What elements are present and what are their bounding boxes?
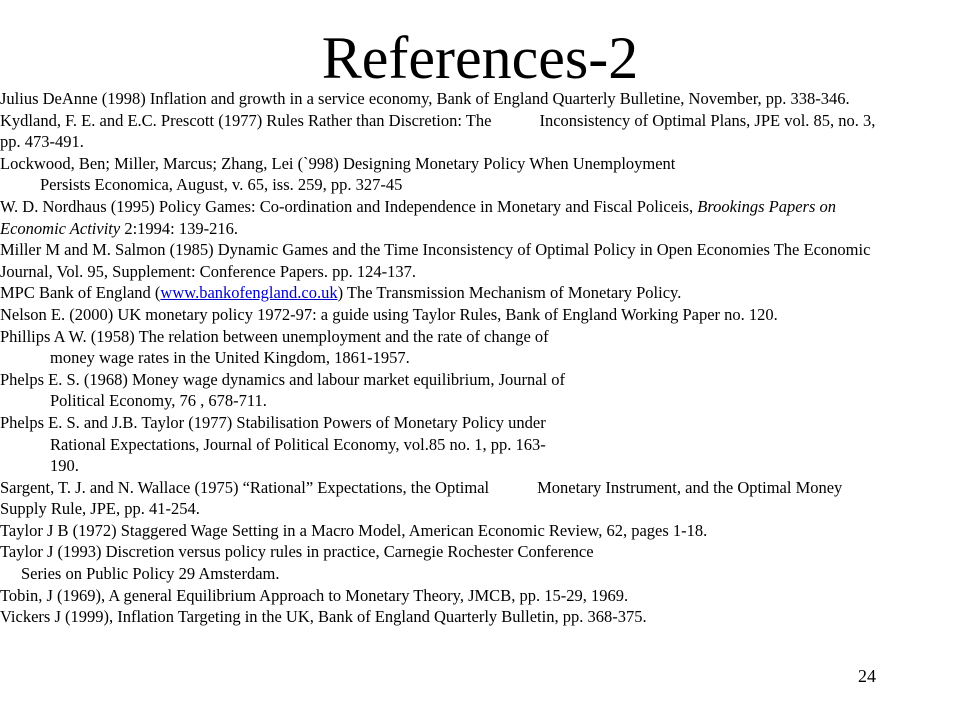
reference-line (0, 304, 960, 326)
reference-line (0, 477, 960, 499)
reference-text: Nelson E. (2000) UK monetary policy 1972-97: a guide using Taylor Rules, Bank of England Working Paper no. 120. (0, 304, 778, 324)
reference-line (0, 88, 960, 110)
reference-line (0, 110, 960, 132)
reference-line (0, 131, 960, 153)
reference-text: Series on Public Policy 29 Amsterdam. (21, 564, 280, 584)
reference-text: Taylor J (1993) Discretion versus policy rules in practice, Carnegie Rochester Conference (0, 542, 594, 562)
reference-line (0, 434, 960, 456)
reference-text: pp. 473-491. (0, 132, 84, 152)
reference-text: money wage rates in the United Kingdom, 1861-1957. (50, 348, 410, 368)
reference-journal-italic: Economic Activity (0, 218, 121, 238)
reference-line (0, 455, 960, 477)
reference-line (0, 347, 960, 369)
reference-line (0, 563, 960, 585)
reference-line (0, 498, 960, 520)
reference-text: W. D. Nordhaus (1995) Policy Games: Co-ordination and Independence in Monetary and Fiscal Policeis, (0, 196, 698, 216)
reference-line (0, 520, 960, 542)
reference-text: Miller M and M. Salmon (1985) Dynamic Games and the Time Inconsistency of Optimal Policy in Open Economies The Economic (0, 240, 871, 260)
reference-line (0, 282, 960, 304)
reference-line (0, 606, 960, 628)
reference-line (0, 218, 960, 240)
reference-line (0, 390, 960, 412)
references-list (0, 88, 960, 628)
reference-text: Persists Economica, August, v. 65, iss. 259, pp. 327-45 (40, 175, 403, 195)
reference-text: 190. (50, 456, 79, 476)
reference-text: Phillips A W. (1958) The relation between unemployment and the rate of change of (0, 326, 549, 346)
reference-text: Phelps E. S. (1968) Money wage dynamics and labour market equilibrium, Journal of (0, 369, 566, 389)
bank-of-england-link[interactable]: www.bankofengland.co.uk (160, 283, 338, 303)
reference-text: Political Economy, 76 , 678-711. (50, 391, 267, 411)
reference-line (0, 153, 960, 175)
reference-line (0, 239, 960, 261)
reference-journal-italic: Brookings Papers on (697, 196, 837, 216)
reference-line (0, 369, 960, 391)
reference-text: ) The Transmission Mechanism of Monetary Policy. (337, 283, 682, 303)
reference-text: Inconsistency of Optimal Plans, JPE vol. 85, no. 3, (539, 110, 876, 130)
reference-text: Monetary Instrument, and the Optimal Money (537, 477, 843, 497)
reference-text: Kydland, F. E. and E.C. Prescott (1977) Rules Rather than Discretion: The (0, 110, 492, 130)
reference-text: Julius DeAnne (1998) Inflation and growth in a service economy, Bank of England Quarterly Bulletine, November, pp. 338-346. (0, 89, 850, 108)
reference-line (0, 261, 960, 283)
reference-line (0, 541, 960, 563)
reference-text: Journal, Vol. 95, Supplement: Conference Papers. pp. 124-137. (0, 261, 416, 281)
reference-text: Sargent, T. J. and N. Wallace (1975) “Rational” Expectations, the Optimal (0, 477, 490, 497)
reference-line (0, 585, 960, 607)
reference-line (0, 326, 960, 348)
reference-text: Phelps E. S. and J.B. Taylor (1977) Stabilisation Powers of Monetary Policy under (0, 412, 546, 432)
reference-line (0, 174, 960, 196)
reference-text: Tobin, J (1969), A general Equilibrium Approach to Monetary Theory, JMCB, pp. 15-29, 1969. (0, 585, 629, 605)
page-number: 24 (858, 666, 876, 686)
reference-text: Lockwood, Ben; Miller, Marcus; Zhang, Lei (`998) Designing Monetary Policy When Unemployment (0, 153, 676, 173)
reference-text: MPC Bank of England ( (0, 283, 161, 303)
reference-text: Supply Rule, JPE, pp. 41-254. (0, 499, 200, 519)
reference-text: Taylor J B (1972) Staggered Wage Setting in a Macro Model, American Economic Review, 62, pages 1-18. (0, 520, 708, 540)
reference-text: 2:1994: 139-216. (120, 218, 238, 238)
reference-line (0, 196, 960, 218)
slide-title: References-2 (321, 25, 639, 91)
reference-text: Rational Expectations, Journal of Political Economy, vol.85 no. 1, pp. 163- (50, 434, 546, 454)
reference-line (0, 412, 960, 434)
reference-text: Vickers J (1999), Inflation Targeting in the UK, Bank of England Quarterly Bulletin, pp. 368-375. (0, 607, 647, 627)
